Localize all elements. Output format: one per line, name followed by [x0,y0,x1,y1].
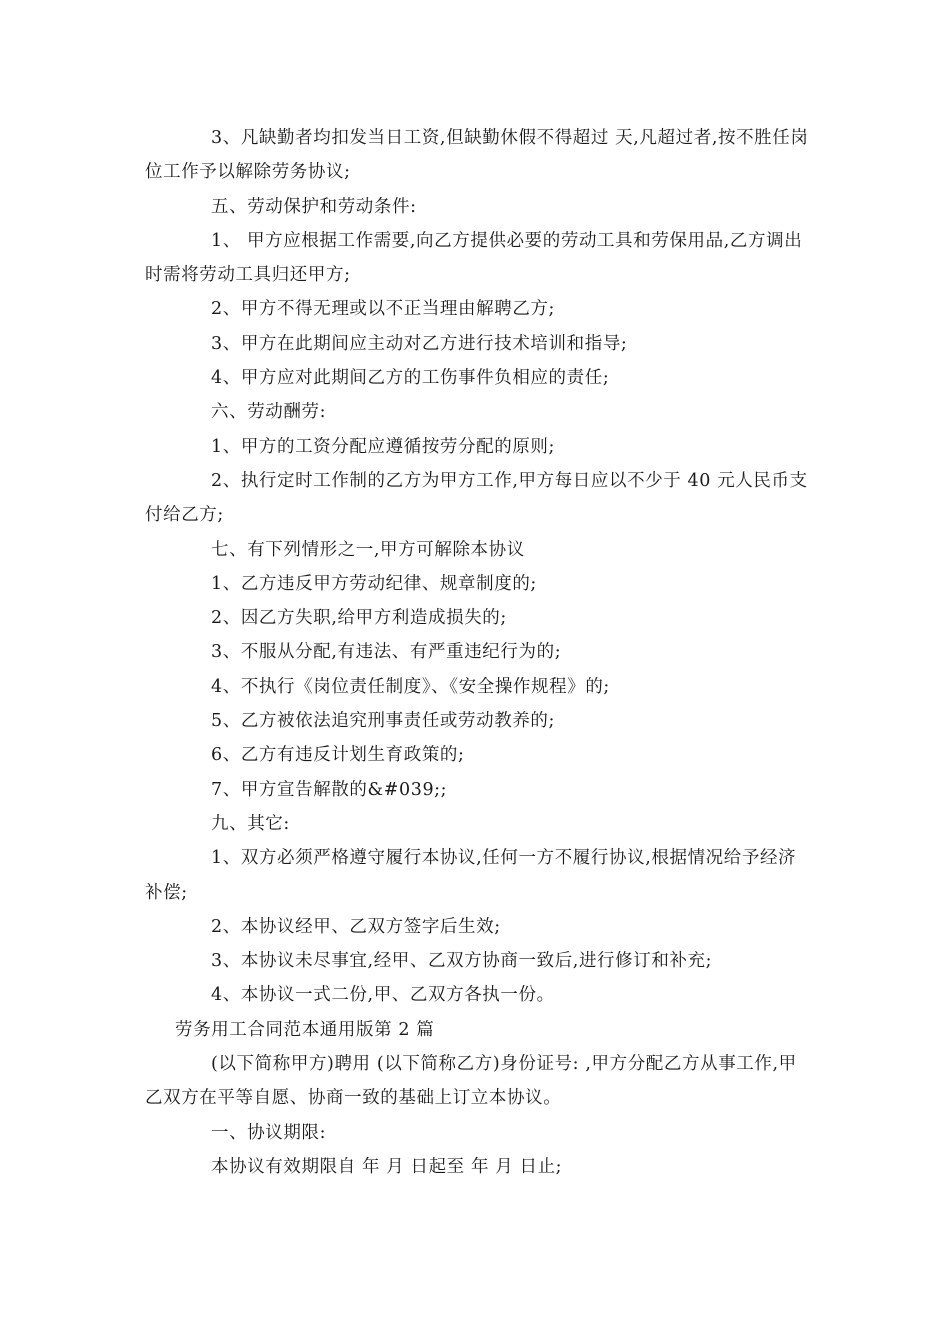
section-heading: 九、其它: [211,813,290,834]
section-heading: 七、有下列情形之一,甲方可解除本协议 [211,539,525,560]
paragraph: 本协议有效期限自 年 月 日起至 年 月 日止; [211,1156,563,1177]
paragraph: 6、乙方有违反计划生育政策的; [211,745,465,766]
paragraph: 3、本协议未尽事宜,经甲、乙双方协商一致后,进行修订和补充; [211,951,713,972]
paragraph: 1、 甲方应根据工作需要,向乙方提供必要的劳动工具和劳保用品,乙方调出时需将劳动工具归还甲方; [145,230,803,286]
paragraph: 2、执行定时工作制的乙方为甲方工作,甲方每日应以不少于 40 元人民币支付给乙方; [145,470,808,526]
paragraph: 3、凡缺勤者均扣发当日工资,但缺勤休假不得超过 天,凡超过者,按不胜任岗位工作予以解除劳务协议; [145,128,809,183]
paragraph: (以下简称甲方)聘用 (以下简称乙方)身份证号: ,甲方分配乙方从事工作,甲乙双方在平等自愿、协商一致的基础上订立本协议。 [145,1054,797,1109]
paragraph: 2、甲方不得无理或以不正当理由解聘乙方; [211,299,556,320]
section-heading: 五、劳动保护和劳动条件: [211,196,417,217]
paragraph: 3、甲方在此期间应主动对乙方进行技术培训和指导; [211,333,628,354]
section-heading: 六、劳动酬劳: [211,402,327,423]
paragraph: 1、甲方的工资分配应遵循按劳分配的原则; [211,436,556,457]
document-section-title: 劳务用工合同范本通用版第 2 篇 [175,1019,435,1040]
paragraph: 7、甲方宣告解散的&#039;; [211,779,448,800]
paragraph: 4、本协议一式二份,甲、乙双方各执一份。 [211,985,555,1006]
paragraph: 5、乙方被依法追究刑事责任或劳动教养的; [211,711,556,732]
section-heading: 一、协议期限: [211,1122,327,1143]
paragraph: 4、甲方应对此期间乙方的工伤事件负相应的责任; [211,368,610,389]
document-body [145,121,810,1184]
paragraph: 1、乙方违反甲方劳动纪律、规章制度的; [211,573,537,594]
paragraph: 2、本协议经甲、乙双方签字后生效; [211,916,501,937]
paragraph: 4、不执行《岗位责任制度》、《安全操作规程》的; [211,676,610,697]
paragraph: 2、因乙方失职,给甲方利造成损失的; [211,608,507,629]
paragraph: 3、不服从分配,有违法、有严重违纪行为的; [211,642,562,663]
paragraph: 1、双方必须严格遵守履行本协议,任何一方不履行协议,根据情况给予经济补偿; [145,848,797,903]
